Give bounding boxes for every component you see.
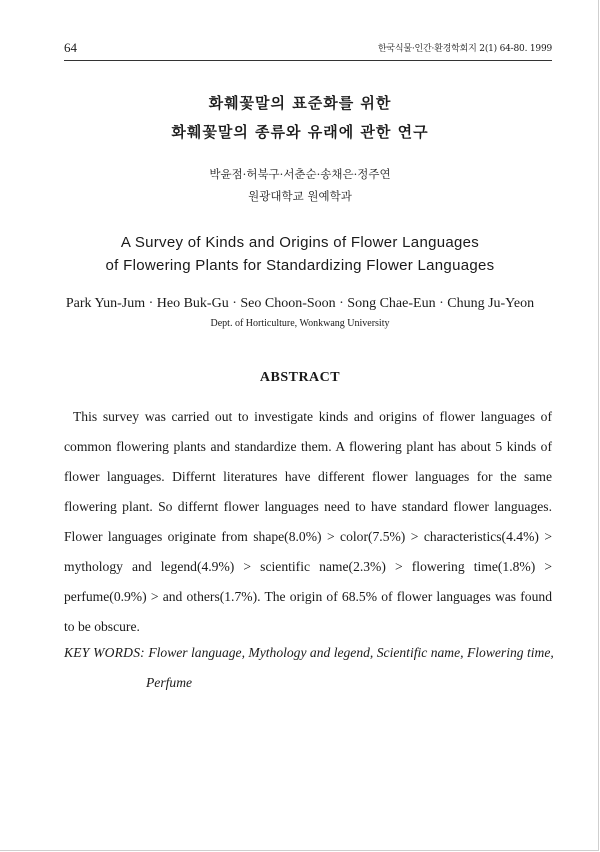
korean-affiliation: 원광대학교 원예학과: [248, 189, 352, 203]
page-number: 64: [64, 40, 77, 55]
english-title-line-1: A Survey of Kinds and Origins of Flower Languages: [120, 234, 480, 251]
english-affiliation: Dept. of Horticulture, Wonkwang University: [210, 318, 390, 329]
korean-title-line-2: 화훼꽃말의 종류와 유래에 관한 연구: [171, 123, 429, 141]
keywords-block: [64, 638, 554, 698]
english-authors: Park Yun-Jum · Heo Buk-Gu · Seo Choon-Soon · Song Chae-Eun · Chung Ju-Yeon: [65, 296, 535, 311]
keywords-line-2: Perfume: [146, 675, 193, 690]
keywords-line-1: Flower language, Mythology and legend, Scientific name, Flowering time,: [148, 645, 554, 660]
journal-citation: 한국식물·인간·환경학회지 2(1) 64-80. 1999: [377, 44, 552, 54]
english-title-line-2: of Flowering Plants for Standardizing Flower Languages: [105, 257, 495, 274]
keywords-label: KEY WORDS:: [64, 645, 145, 660]
abstract-heading: ABSTRACT: [259, 370, 341, 385]
korean-title-line-1: 화훼꽃말의 표준화를 위한: [208, 94, 392, 112]
korean-authors: 박윤점·허북구·서춘순·송채은·정주연: [209, 167, 391, 181]
abstract-body: This survey was carried out to investigate kinds and origins of flower languages of common flowering plants and standardize them. A flowering plant has about 5 kinds of flower languages. Differnt literatures have different flower languages for the same flowering plant. So differnt flower languages need to have standard flower languages. Flower languages originate from shape(8.0%) > color(7.5%) > characteristics(4.4%) > mythology and legend(4.9%) > scientific name(2.3%) > flowering time(1.8%) > perfume(0.9%) > and others(1.7%). The origin of 68.5% of flower languages was found to be obscure.: [64, 409, 552, 634]
running-header: [64, 40, 552, 61]
